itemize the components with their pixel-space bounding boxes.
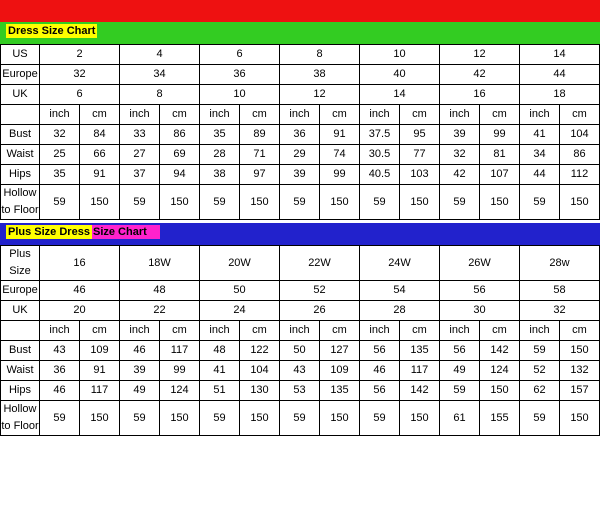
plus-unit-header-1: cm (80, 321, 120, 341)
cell-plus-waist-3: 99 (160, 361, 200, 381)
cell-plus-1: 18W (120, 246, 200, 281)
table-row-plus-hips (1, 381, 600, 401)
dress-size-chart-band (0, 22, 600, 44)
cell-hollow-0: 59 (40, 185, 80, 220)
cell-hips-7: 99 (320, 165, 360, 185)
cell-waist-12: 34 (520, 145, 560, 165)
cell-plus-eu-3: 52 (280, 281, 360, 301)
cell-us-6: 14 (520, 45, 600, 65)
cell-waist-2: 27 (120, 145, 160, 165)
cell-plus-waist-7: 109 (320, 361, 360, 381)
cell-bust-2: 33 (120, 125, 160, 145)
cell-plus-uk-0: 20 (40, 301, 120, 321)
cell-eu-6: 44 (520, 65, 600, 85)
unit-header-6: inch (280, 105, 320, 125)
table-row-units (1, 105, 600, 125)
unit-header-9: cm (400, 105, 440, 125)
cell-plus-hollow-8: 59 (360, 401, 400, 436)
cell-plus-bust-7: 127 (320, 341, 360, 361)
cell-hollow-8: 59 (360, 185, 400, 220)
row-label-plus-waist: Waist (1, 361, 40, 381)
cell-bust-6: 36 (280, 125, 320, 145)
cell-hips-8: 40.5 (360, 165, 400, 185)
unit-header-3: cm (160, 105, 200, 125)
cell-plus-hollow-4: 59 (200, 401, 240, 436)
cell-hollow-4: 59 (200, 185, 240, 220)
cell-hollow-10: 59 (440, 185, 480, 220)
row-label-plus-units (1, 321, 40, 341)
cell-uk-0: 6 (40, 85, 120, 105)
cell-plus-hips-0: 46 (40, 381, 80, 401)
cell-plus-hollow-6: 59 (280, 401, 320, 436)
plus-unit-header-6: inch (280, 321, 320, 341)
cell-plus-hollow-3: 150 (160, 401, 200, 436)
table-row-hollow-to-floor (1, 185, 600, 220)
unit-header-10: inch (440, 105, 480, 125)
cell-plus-uk-5: 30 (440, 301, 520, 321)
cell-plus-hollow-11: 155 (480, 401, 520, 436)
cell-plus-hollow-1: 150 (80, 401, 120, 436)
unit-header-7: cm (320, 105, 360, 125)
plus-unit-header-4: inch (200, 321, 240, 341)
cell-hollow-9: 150 (400, 185, 440, 220)
table-row-plus-bust (1, 341, 600, 361)
cell-plus-eu-4: 54 (360, 281, 440, 301)
top-red-band (0, 0, 600, 22)
cell-hollow-5: 150 (240, 185, 280, 220)
cell-hips-10: 42 (440, 165, 480, 185)
cell-uk-1: 8 (120, 85, 200, 105)
cell-bust-10: 39 (440, 125, 480, 145)
cell-waist-0: 25 (40, 145, 80, 165)
cell-plus-waist-1: 91 (80, 361, 120, 381)
row-label-plus-bust: Bust (1, 341, 40, 361)
cell-uk-5: 16 (440, 85, 520, 105)
cell-plus-waist-2: 39 (120, 361, 160, 381)
plus-unit-header-0: inch (40, 321, 80, 341)
unit-header-0: inch (40, 105, 80, 125)
cell-us-2: 6 (200, 45, 280, 65)
cell-uk-4: 14 (360, 85, 440, 105)
cell-plus-bust-13: 150 (560, 341, 600, 361)
cell-plus-hollow-10: 61 (440, 401, 480, 436)
plus-unit-header-11: cm (480, 321, 520, 341)
cell-hips-13: 112 (560, 165, 600, 185)
cell-bust-4: 35 (200, 125, 240, 145)
cell-bust-11: 99 (480, 125, 520, 145)
row-label-plus-size: Plus Size (1, 246, 40, 281)
cell-plus-bust-6: 50 (280, 341, 320, 361)
cell-plus-uk-4: 28 (360, 301, 440, 321)
cell-hips-9: 103 (400, 165, 440, 185)
cell-waist-6: 29 (280, 145, 320, 165)
cell-plus-eu-0: 46 (40, 281, 120, 301)
dress-size-chart-title: Dress Size Chart (8, 25, 96, 37)
cell-bust-12: 41 (520, 125, 560, 145)
cell-plus-bust-8: 56 (360, 341, 400, 361)
table-row-plus-uk (1, 301, 600, 321)
cell-plus-hollow-9: 150 (400, 401, 440, 436)
cell-plus-bust-0: 43 (40, 341, 80, 361)
plus-unit-header-8: inch (360, 321, 400, 341)
cell-plus-hips-2: 49 (120, 381, 160, 401)
unit-header-4: inch (200, 105, 240, 125)
cell-plus-waist-10: 49 (440, 361, 480, 381)
cell-bust-3: 86 (160, 125, 200, 145)
plus-size-chart-title: Plus Size Dress Size Chart (6, 225, 160, 239)
cell-waist-1: 66 (80, 145, 120, 165)
cell-uk-2: 10 (200, 85, 280, 105)
cell-plus-hips-7: 135 (320, 381, 360, 401)
table-row-hips (1, 165, 600, 185)
cell-plus-eu-5: 56 (440, 281, 520, 301)
cell-waist-11: 81 (480, 145, 520, 165)
cell-plus-hollow-12: 59 (520, 401, 560, 436)
cell-hollow-13: 150 (560, 185, 600, 220)
row-label-us: US (1, 45, 40, 65)
cell-plus-4: 24W (360, 246, 440, 281)
cell-plus-hips-9: 142 (400, 381, 440, 401)
cell-bust-13: 104 (560, 125, 600, 145)
cell-plus-hips-6: 53 (280, 381, 320, 401)
cell-hips-1: 91 (80, 165, 120, 185)
cell-plus-bust-3: 117 (160, 341, 200, 361)
cell-waist-4: 28 (200, 145, 240, 165)
cell-waist-8: 30.5 (360, 145, 400, 165)
plus-unit-header-2: inch (120, 321, 160, 341)
cell-eu-1: 34 (120, 65, 200, 85)
cell-plus-eu-1: 48 (120, 281, 200, 301)
cell-bust-7: 91 (320, 125, 360, 145)
cell-plus-waist-0: 36 (40, 361, 80, 381)
unit-header-12: inch (520, 105, 560, 125)
plus-unit-header-10: inch (440, 321, 480, 341)
table-row-plus-europe (1, 281, 600, 301)
cell-plus-2: 20W (200, 246, 280, 281)
unit-header-11: cm (480, 105, 520, 125)
row-label-waist: Waist (1, 145, 40, 165)
cell-plus-hollow-13: 150 (560, 401, 600, 436)
cell-plus-5: 26W (440, 246, 520, 281)
cell-plus-hips-12: 62 (520, 381, 560, 401)
cell-plus-bust-10: 56 (440, 341, 480, 361)
cell-hips-12: 44 (520, 165, 560, 185)
cell-plus-eu-6: 58 (520, 281, 600, 301)
cell-plus-bust-5: 122 (240, 341, 280, 361)
plus-size-chart-band (0, 223, 600, 245)
cell-bust-5: 89 (240, 125, 280, 145)
cell-plus-uk-2: 24 (200, 301, 280, 321)
cell-plus-hollow-0: 59 (40, 401, 80, 436)
table-row-us (1, 45, 600, 65)
cell-bust-0: 32 (40, 125, 80, 145)
cell-eu-2: 36 (200, 65, 280, 85)
cell-hollow-3: 150 (160, 185, 200, 220)
plus-unit-header-3: cm (160, 321, 200, 341)
row-label-plus-hips: Hips (1, 381, 40, 401)
dress-size-chart-table (0, 44, 600, 220)
cell-plus-waist-4: 41 (200, 361, 240, 381)
cell-us-3: 8 (280, 45, 360, 65)
cell-plus-waist-6: 43 (280, 361, 320, 381)
row-label-plus-hollow-to-floor: Hollow to Floor (1, 401, 40, 436)
cell-plus-uk-1: 22 (120, 301, 200, 321)
cell-plus-waist-9: 117 (400, 361, 440, 381)
plus-unit-header-5: cm (240, 321, 280, 341)
cell-us-0: 2 (40, 45, 120, 65)
row-label-hollow-to-floor: Hollow to Floor (1, 185, 40, 220)
cell-plus-hollow-2: 59 (120, 401, 160, 436)
cell-us-5: 12 (440, 45, 520, 65)
cell-hollow-2: 59 (120, 185, 160, 220)
cell-plus-3: 22W (280, 246, 360, 281)
cell-plus-hips-1: 117 (80, 381, 120, 401)
cell-waist-3: 69 (160, 145, 200, 165)
cell-waist-5: 71 (240, 145, 280, 165)
cell-eu-4: 40 (360, 65, 440, 85)
table-row-plus-size (1, 246, 600, 281)
cell-bust-1: 84 (80, 125, 120, 145)
cell-uk-6: 18 (520, 85, 600, 105)
cell-plus-hips-13: 157 (560, 381, 600, 401)
cell-plus-hips-11: 150 (480, 381, 520, 401)
cell-waist-9: 77 (400, 145, 440, 165)
row-label-plus-europe: Europe (1, 281, 40, 301)
cell-plus-bust-2: 46 (120, 341, 160, 361)
cell-uk-3: 12 (280, 85, 360, 105)
cell-eu-5: 42 (440, 65, 520, 85)
row-label-units (1, 105, 40, 125)
cell-hollow-6: 59 (280, 185, 320, 220)
cell-waist-10: 32 (440, 145, 480, 165)
cell-plus-waist-12: 52 (520, 361, 560, 381)
cell-plus-0: 16 (40, 246, 120, 281)
row-label-uk: UK (1, 85, 40, 105)
row-label-hips: Hips (1, 165, 40, 185)
cell-hips-5: 97 (240, 165, 280, 185)
cell-hollow-1: 150 (80, 185, 120, 220)
table-row-europe (1, 65, 600, 85)
cell-plus-eu-2: 50 (200, 281, 280, 301)
cell-bust-9: 95 (400, 125, 440, 145)
cell-hips-11: 107 (480, 165, 520, 185)
cell-plus-bust-11: 142 (480, 341, 520, 361)
unit-header-1: cm (80, 105, 120, 125)
cell-plus-bust-12: 59 (520, 341, 560, 361)
cell-plus-hips-5: 130 (240, 381, 280, 401)
unit-header-5: cm (240, 105, 280, 125)
cell-waist-13: 86 (560, 145, 600, 165)
plus-unit-header-13: cm (560, 321, 600, 341)
table-row-bust (1, 125, 600, 145)
plus-unit-header-9: cm (400, 321, 440, 341)
cell-hips-0: 35 (40, 165, 80, 185)
cell-waist-7: 74 (320, 145, 360, 165)
cell-eu-0: 32 (40, 65, 120, 85)
cell-plus-bust-4: 48 (200, 341, 240, 361)
table-row-plus-waist (1, 361, 600, 381)
cell-plus-uk-3: 26 (280, 301, 360, 321)
plus-unit-header-7: cm (320, 321, 360, 341)
cell-plus-hollow-5: 150 (240, 401, 280, 436)
cell-plus-waist-8: 46 (360, 361, 400, 381)
table-row-waist (1, 145, 600, 165)
cell-plus-bust-9: 135 (400, 341, 440, 361)
cell-plus-hips-8: 56 (360, 381, 400, 401)
cell-hollow-7: 150 (320, 185, 360, 220)
plus-unit-header-12: inch (520, 321, 560, 341)
cell-plus-waist-5: 104 (240, 361, 280, 381)
table-row-plus-units (1, 321, 600, 341)
cell-bust-8: 37.5 (360, 125, 400, 145)
cell-hips-3: 94 (160, 165, 200, 185)
cell-hollow-12: 59 (520, 185, 560, 220)
row-label-bust: Bust (1, 125, 40, 145)
cell-plus-uk-6: 32 (520, 301, 600, 321)
table-row-plus-hollow-to-floor (1, 401, 600, 436)
cell-plus-hips-10: 59 (440, 381, 480, 401)
unit-header-8: inch (360, 105, 400, 125)
cell-plus-hollow-7: 150 (320, 401, 360, 436)
unit-header-13: cm (560, 105, 600, 125)
cell-eu-3: 38 (280, 65, 360, 85)
cell-us-1: 4 (120, 45, 200, 65)
cell-plus-hips-4: 51 (200, 381, 240, 401)
cell-plus-6: 28w (520, 246, 600, 281)
cell-hips-4: 38 (200, 165, 240, 185)
cell-plus-hips-3: 124 (160, 381, 200, 401)
cell-plus-waist-13: 132 (560, 361, 600, 381)
cell-plus-bust-1: 109 (80, 341, 120, 361)
unit-header-2: inch (120, 105, 160, 125)
cell-hips-6: 39 (280, 165, 320, 185)
cell-hollow-11: 150 (480, 185, 520, 220)
plus-size-chart-table (0, 245, 600, 436)
cell-plus-waist-11: 124 (480, 361, 520, 381)
row-label-europe: Europe (1, 65, 40, 85)
row-label-plus-uk: UK (1, 301, 40, 321)
table-row-uk (1, 85, 600, 105)
cell-hips-2: 37 (120, 165, 160, 185)
cell-us-4: 10 (360, 45, 440, 65)
